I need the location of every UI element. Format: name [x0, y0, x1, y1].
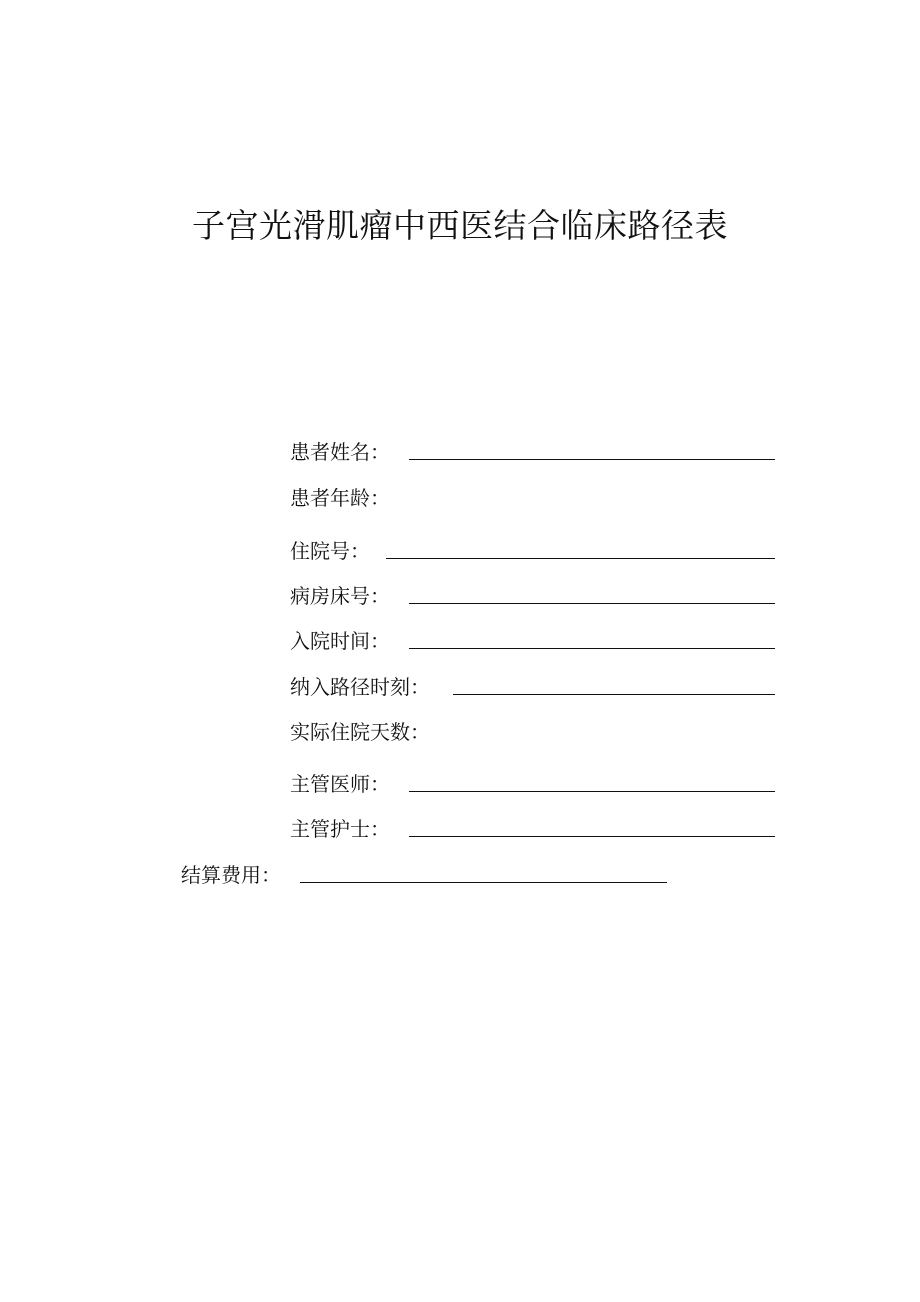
patient-age-label: 患者年龄：	[290, 486, 390, 510]
document-title: 子宫光滑肌瘤中西医结合临床路径表	[192, 206, 728, 245]
admission-time-label: 入院时间：	[290, 629, 390, 653]
attending-doctor-blank[interactable]	[409, 791, 775, 792]
pathway-entry-time-blank[interactable]	[453, 694, 775, 695]
actual-stay-days-field	[290, 718, 776, 746]
admission-time-blank[interactable]	[409, 648, 775, 649]
attending-doctor-label: 主管医师：	[290, 772, 390, 796]
attending-nurse-field	[290, 815, 776, 843]
settlement-cost-label: 结算费用：	[181, 863, 281, 887]
actual-stay-days-label: 实际住院天数：	[290, 720, 430, 744]
patient-name-blank[interactable]	[409, 459, 775, 460]
admission-no-field	[290, 537, 776, 565]
pathway-entry-time-field	[290, 673, 776, 701]
ward-bed-label: 病房床号：	[290, 584, 390, 608]
settlement-cost-blank[interactable]	[300, 882, 667, 883]
patient-name-label: 患者姓名：	[290, 440, 390, 464]
attending-doctor-field	[290, 770, 776, 798]
ward-bed-blank[interactable]	[409, 603, 775, 604]
admission-no-blank[interactable]	[386, 558, 775, 559]
patient-age-field	[290, 484, 776, 512]
attending-nurse-blank[interactable]	[409, 836, 775, 837]
settlement-cost-field	[181, 861, 668, 889]
admission-time-field	[290, 627, 776, 655]
patient-name-field	[290, 438, 776, 466]
ward-bed-field	[290, 582, 776, 610]
admission-no-label: 住院号：	[290, 539, 370, 563]
attending-nurse-label: 主管护士：	[290, 817, 390, 841]
pathway-entry-time-label: 纳入路径时刻：	[290, 675, 430, 699]
